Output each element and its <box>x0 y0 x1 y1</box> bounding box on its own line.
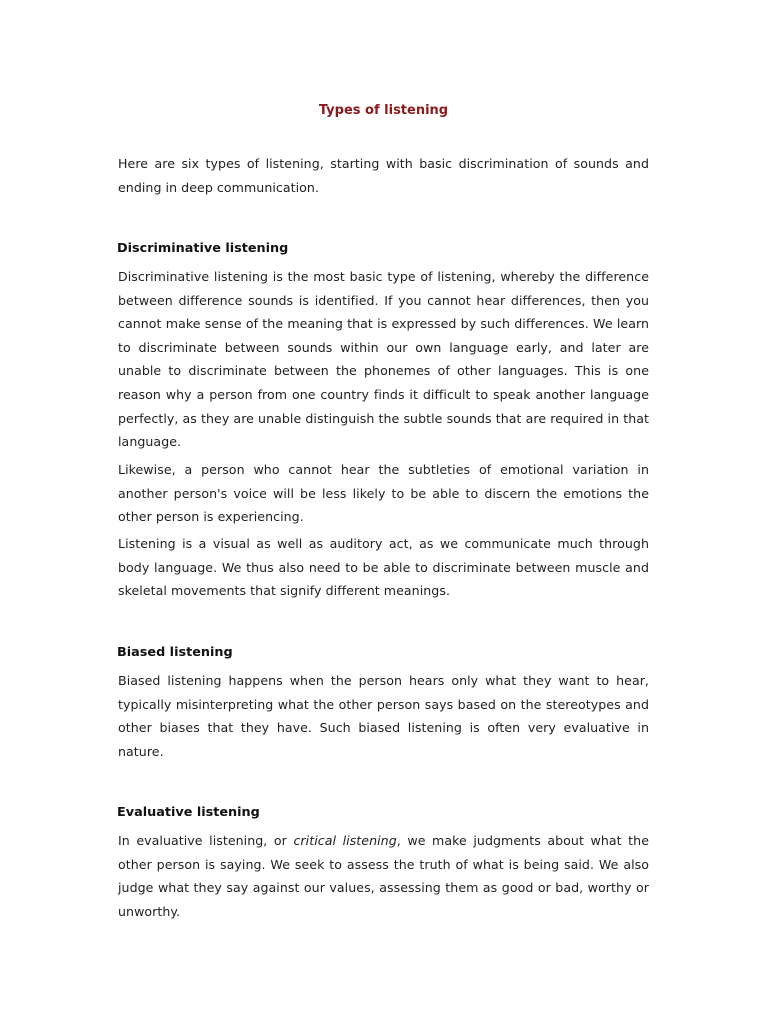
discriminative-paragraph-2: Likewise, a person who cannot hear the subtleties of emotional variation in another person's voice will be less likely to be able to discern the emotions the other person is experiencing. <box>118 462 649 525</box>
section-heading-discriminative: Discriminative listening <box>117 241 289 256</box>
discriminative-paragraph-1: Discriminative listening is the most basic type of listening, whereby the difference between difference sounds is identified. If you cannot hear differences, then you cannot make sense of the meaning that is expressed by such differences. We learn to discriminate between sounds within our own language early, and later are unable to discriminate between the phonemes of other languages. This is one reason why a person from one country finds it difficult to speak another language perfectly, as they are unable distinguish the subtle sounds that are required in that language. <box>118 269 649 450</box>
critical-listening-emphasis: critical listening <box>293 833 397 848</box>
biased-paragraph-1: Biased listening happens when the person hears only what they want to hear, typically misinterpreting what the other person says based on the stereotypes and other biases that they have. Such biased listening is often very evaluative in nature. <box>118 673 649 759</box>
document-title: Types of listening <box>318 103 449 118</box>
section-heading-biased: Biased listening <box>117 645 233 660</box>
evaluative-text-end: , we make judgments about what the other person is saying. We seek to assess the truth of what is being said. We also judge what they say against our values, assessing them as good or bad, worthy or unworthy. <box>118 833 649 919</box>
discriminative-paragraph-3: Listening is a visual as well as auditory act, as we communicate much through body language. We thus also need to be able to discriminate between muscle and skeletal movements that signify different meanings. <box>118 536 649 599</box>
evaluative-text-start: In evaluative listening, or <box>118 833 294 848</box>
section-heading-evaluative: Evaluative listening <box>117 805 260 820</box>
evaluative-paragraph-1 <box>118 829 649 923</box>
intro-paragraph: Here are six types of listening, starting with basic discrimination of sounds and ending in deep communication. <box>118 156 649 195</box>
